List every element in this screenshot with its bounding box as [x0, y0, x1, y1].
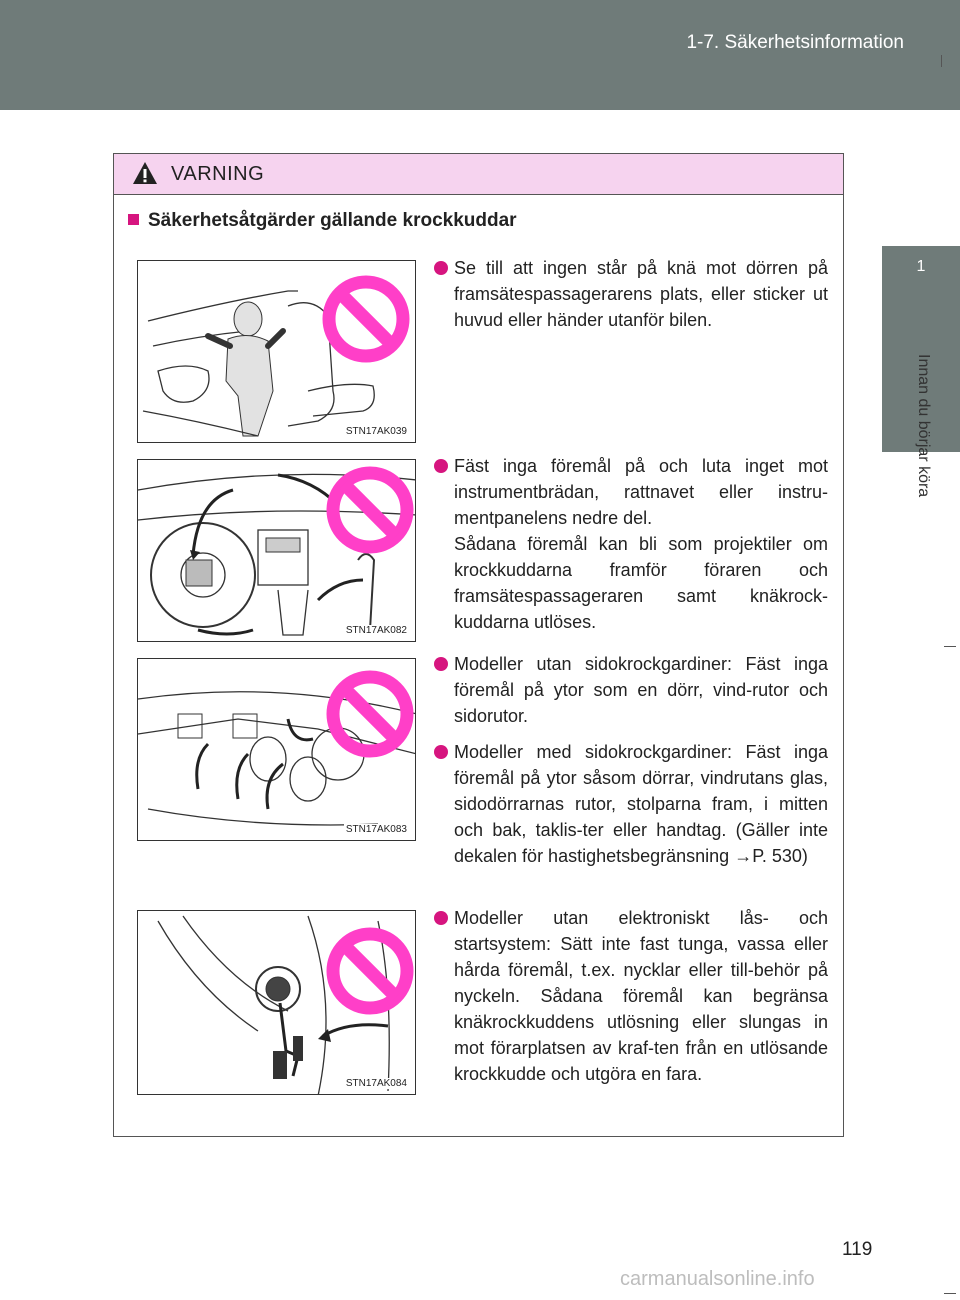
round-bullet-icon — [434, 459, 448, 473]
objects-on-doors-windows-prohibited-illustration — [138, 659, 416, 841]
item-text: Se till att ingen står på knä mot dörren på framsätespassagerarens plats, eller sticker ut huvud eller händer utanför bilen. — [454, 258, 828, 330]
item-text: Fäst inga föremål på och luta inget mot instrumentbrädan, rattnavet eller instru-mentpanelens nedre del. — [454, 456, 828, 528]
figure-code: STN17AK082 — [345, 625, 407, 636]
figure-code: STN17AK084 — [345, 1078, 407, 1089]
item-text-continued: Sådana föremål kan bli som projektiler om krockkuddarna framför föraren och framsätespassageraren samt knäkrock-kuddarna utlöses. — [454, 534, 828, 632]
warning-subtitle — [128, 210, 517, 232]
chapter-label-text: Innan du börjar köra — [915, 354, 932, 498]
warning-item-with-curtain — [434, 739, 828, 869]
item-text: Modeller utan elektroniskt lås- och startsystem: Sätt inte fast tunga, vassa eller hårda föremål, t.ex. nycklar eller till-behör på nyckeln. Sådana föremål kan begränsa knäkrockkuddens utlösning eller slungas in mot förarplatsen av kraf-ten från en utlösande krockkudde och utgöra en fara. — [454, 908, 828, 1084]
chapter-sidebar — [882, 110, 960, 1300]
round-bullet-icon — [434, 745, 448, 759]
warning-item-dashboard — [434, 453, 828, 635]
chapter-number: 1 — [882, 246, 960, 452]
warning-item-knee — [434, 255, 828, 333]
heavy-key-ring-prohibited-illustration — [138, 911, 416, 1095]
item-text: Modeller med sidokrockgardiner: Fäst inga föremål på ytor såsom dörrar, vindrutans glas, sidodörrarnas rutor, stolparna fram, i mitten och bak, taklis-ter eller handtag. (Gäller inte dekalen för hastighetsbegränsning →P. 530) — [454, 742, 828, 866]
warning-subtitle-text: Säkerhetsåtgärder gällande krockkuddar — [148, 210, 517, 231]
warning-title: VARNING — [171, 163, 265, 185]
warning-item-no-curtain — [434, 651, 828, 729]
section-title: 1-7. Säkerhetsinformation — [686, 32, 904, 53]
crop-mark — [944, 646, 956, 647]
page-number: 119 — [842, 1239, 873, 1260]
round-bullet-icon — [434, 911, 448, 925]
chapter-label — [904, 354, 944, 654]
figure-code: STN17AK039 — [345, 426, 407, 437]
figure-dashboard-objects — [137, 459, 416, 642]
watermark-text: carmanualsonline.info — [620, 1268, 815, 1290]
warning-box — [113, 153, 844, 1137]
item-text: Modeller utan sidokrockgardiner: Fäst inga föremål på ytor som en dörr, vind-rutor och sidorutor. — [454, 654, 828, 726]
crop-mark — [944, 1293, 956, 1294]
warning-triangle-icon — [132, 161, 158, 185]
figure-knee-on-door — [137, 260, 416, 443]
warning-item-key — [434, 905, 828, 1087]
square-bullet-icon — [128, 214, 139, 225]
objects-on-dashboard-prohibited-illustration — [138, 460, 416, 642]
knee-on-door-prohibited-illustration — [138, 261, 416, 443]
figure-door-window-objects — [137, 658, 416, 841]
round-bullet-icon — [434, 261, 448, 275]
warning-header — [114, 154, 843, 195]
figure-key-ring — [137, 910, 416, 1095]
page-header — [0, 0, 960, 110]
round-bullet-icon — [434, 657, 448, 671]
figure-code: STN17AK083 — [345, 824, 407, 835]
crop-mark — [941, 55, 942, 67]
